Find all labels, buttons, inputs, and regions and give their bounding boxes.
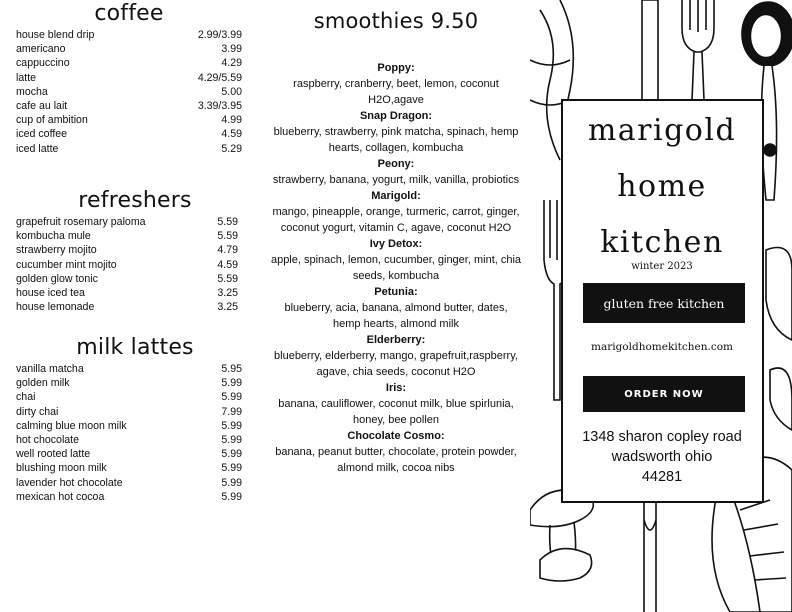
menu-item [16, 42, 242, 56]
menu-item-price: 5.59 [217, 230, 238, 243]
menu-item-name: iced latte [16, 142, 59, 155]
menu-item-price: 2.99/3.99 [197, 29, 242, 41]
menu-item [16, 71, 242, 85]
coffee-section [16, 0, 242, 155]
smoothie-name: Chocolate Cosmo: [347, 430, 445, 442]
brand-name-line3: kitchen [600, 225, 724, 260]
address-line3: 44281 [641, 469, 683, 485]
refreshers-title: refreshers [78, 188, 192, 213]
smoothie-item [270, 156, 522, 188]
smoothie-list [270, 60, 522, 476]
smoothie-item [270, 108, 522, 156]
order-now-button[interactable]: ORDER NOW [583, 376, 745, 412]
menu-item [16, 447, 242, 461]
smoothie-name: Poppy: [377, 62, 415, 74]
smoothie-ingredients: blueberry, elderberry, mango, grapefruit,raspberry, agave, chia seeds, coconut H2O [274, 350, 518, 378]
menu-item-price: 4.59 [217, 258, 238, 271]
fork-icon [682, 0, 714, 100]
menu-item-price: 4.79 [217, 244, 238, 257]
menu-item-name: house blend drip [16, 29, 95, 41]
menu-item-name: iced coffee [16, 128, 68, 141]
menu-item-name: latte [16, 71, 37, 84]
menu-item-price: 5.99 [221, 476, 242, 489]
menu-item [16, 405, 242, 419]
menu-item-name: cucumber mint mojito [16, 258, 117, 271]
smoothie-item [270, 428, 522, 476]
menu-item-name: grapefruit rosemary paloma [16, 216, 146, 228]
menu-item-price: 5.00 [221, 85, 242, 98]
menu-item [16, 28, 242, 42]
menu-item-price: 7.99 [221, 405, 242, 418]
milk-lattes-section [16, 335, 242, 503]
menu-item-name: house lemonade [16, 301, 95, 314]
menu-item-name: golden glow tonic [16, 272, 98, 285]
coffee-list [16, 28, 242, 156]
menu-item [16, 286, 238, 300]
milk-lattes-list [16, 362, 242, 504]
smoothie-item [270, 284, 522, 332]
menu-item [16, 362, 242, 376]
menu-item-name: strawberry mojito [16, 244, 97, 257]
menu-item-price: 5.59 [217, 272, 238, 285]
menu-item-name: chai [16, 391, 36, 404]
mushroom-icon [530, 490, 593, 581]
menu-item-name: mocha [16, 85, 48, 98]
menu-item [16, 99, 242, 113]
smoothie-name: Elderberry: [366, 334, 426, 346]
smoothie-name: Ivy Detox: [369, 238, 423, 250]
menu-item [16, 127, 242, 141]
menu-item-price: 5.99 [221, 462, 242, 475]
menu-item [16, 476, 242, 490]
season-label: winter 2023 [631, 261, 693, 272]
menu-item-name: mexican hot cocoa [16, 490, 105, 503]
menu-item-name: calming blue moon milk [16, 419, 127, 432]
menu-item-price: 4.99 [221, 114, 242, 127]
menu-item-price: 5.59 [217, 216, 238, 228]
smoothie-item [270, 236, 522, 284]
milk-lattes-title: milk lattes [76, 335, 194, 360]
menu-item [16, 433, 242, 447]
menu-item [16, 376, 242, 390]
smoothies-section [270, 6, 522, 476]
menu-item-name: hot chocolate [16, 434, 80, 447]
smoothie-ingredients: raspberry, cranberry, beet, lemon, coconut H2O,agave [293, 78, 499, 106]
smoothie-ingredients: strawberry, banana, yogurt, milk, vanilla, probiotics [272, 174, 520, 186]
smoothie-item [270, 380, 522, 428]
menu-item-name: well rooted latte [16, 448, 91, 461]
smoothie-name: Petunia: [374, 286, 418, 298]
brand-name-line2: home [617, 169, 707, 204]
menu-item-price: 5.99 [221, 419, 242, 432]
menu-item-price: 3.39/3.95 [197, 100, 242, 113]
smoothie-item [270, 332, 522, 380]
menu-item [16, 461, 242, 475]
smoothie-item [270, 60, 522, 108]
menu-item-price: 3.25 [217, 287, 238, 300]
menu-item [16, 419, 242, 433]
menu-item [16, 229, 238, 243]
menu-item-name: cup of ambition [16, 114, 88, 127]
menu-item-price: 5.29 [221, 142, 242, 155]
menu-item-name: kombucha mule [16, 230, 91, 243]
menu-item-name: golden milk [16, 377, 70, 390]
menu-item-price: 4.29 [221, 57, 242, 70]
menu-item-name: dirty chai [16, 405, 59, 418]
menu-item [16, 113, 242, 127]
smoothie-name: Iris: [385, 382, 407, 394]
menu-item-price: 4.29/5.59 [197, 71, 242, 84]
menu-item-name: cappuccino [16, 57, 70, 70]
refreshers-list [16, 215, 238, 314]
address-line1: 1348 sharon copley road [582, 429, 742, 445]
address-line2: wadsworth ohio [611, 449, 713, 465]
menu-item [16, 215, 238, 229]
menu-item-price: 5.99 [221, 391, 242, 404]
smoothie-name: Marigold: [371, 190, 421, 202]
menu-item [16, 490, 242, 504]
menu-item-name: lavender hot chocolate [16, 476, 123, 489]
menu-item-name: blushing moon milk [16, 462, 107, 475]
menu-item-price: 5.99 [221, 434, 242, 447]
brand-name-line1: marigold [587, 113, 737, 148]
menu-item-price: 5.99 [221, 448, 242, 461]
menu-item [16, 85, 242, 99]
refreshers-section [16, 188, 242, 314]
website-link[interactable]: marigoldhomekitchen.com [590, 341, 734, 353]
menu-item [16, 56, 242, 70]
smoothie-ingredients: apple, spinach, lemon, cucumber, ginger, mint, chia seeds, kombucha [270, 254, 522, 282]
menu-item [16, 258, 238, 272]
menu-item-name: americano [16, 43, 66, 56]
brand-card [561, 99, 764, 503]
smoothie-item [270, 188, 522, 236]
smoothie-ingredients: blueberry, strawberry, pink matcha, spinach, hemp hearts, collagen, kombucha [273, 126, 519, 154]
smoothie-ingredients: banana, cauliflower, coconut milk, blue spirlunia, honey, bee pollen [278, 398, 514, 426]
menu-item-price: 5.95 [221, 363, 242, 375]
menu-item [16, 243, 238, 257]
menu-item-name: house iced tea [16, 287, 85, 300]
menu-item [16, 272, 238, 286]
menu-item-price: 3.25 [217, 301, 238, 314]
menu-item [16, 300, 238, 314]
smoothie-ingredients: banana, peanut butter, chocolate, protein powder, almond milk, cocoa nibs [275, 446, 517, 474]
gluten-free-badge: gluten free kitchen [583, 283, 745, 323]
menu-item [16, 390, 242, 404]
smoothie-ingredients: mango, pineapple, orange, turmeric, carrot, ginger, coconut yogurt, vitamin C, agave, coconut H2O [272, 206, 520, 234]
smoothie-name: Snap Dragon: [359, 110, 433, 122]
smoothie-name: Peony: [377, 158, 415, 170]
menu-item-price: 5.99 [221, 490, 242, 503]
menu-item-price: 4.59 [221, 128, 242, 141]
menu-item-price: 3.99 [221, 43, 242, 56]
menu-item [16, 142, 242, 156]
menu-item-name: vanilla matcha [16, 363, 84, 375]
smoothies-title: smoothies 9.50 [313, 9, 479, 33]
smoothie-ingredients: blueberry, acia, banana, almond butter, dates, hemp hearts, almond milk [284, 302, 508, 330]
menu-item-name: cafe au lait [16, 100, 68, 113]
menu-item-price: 5.99 [221, 377, 242, 390]
coffee-title: coffee [94, 1, 164, 26]
